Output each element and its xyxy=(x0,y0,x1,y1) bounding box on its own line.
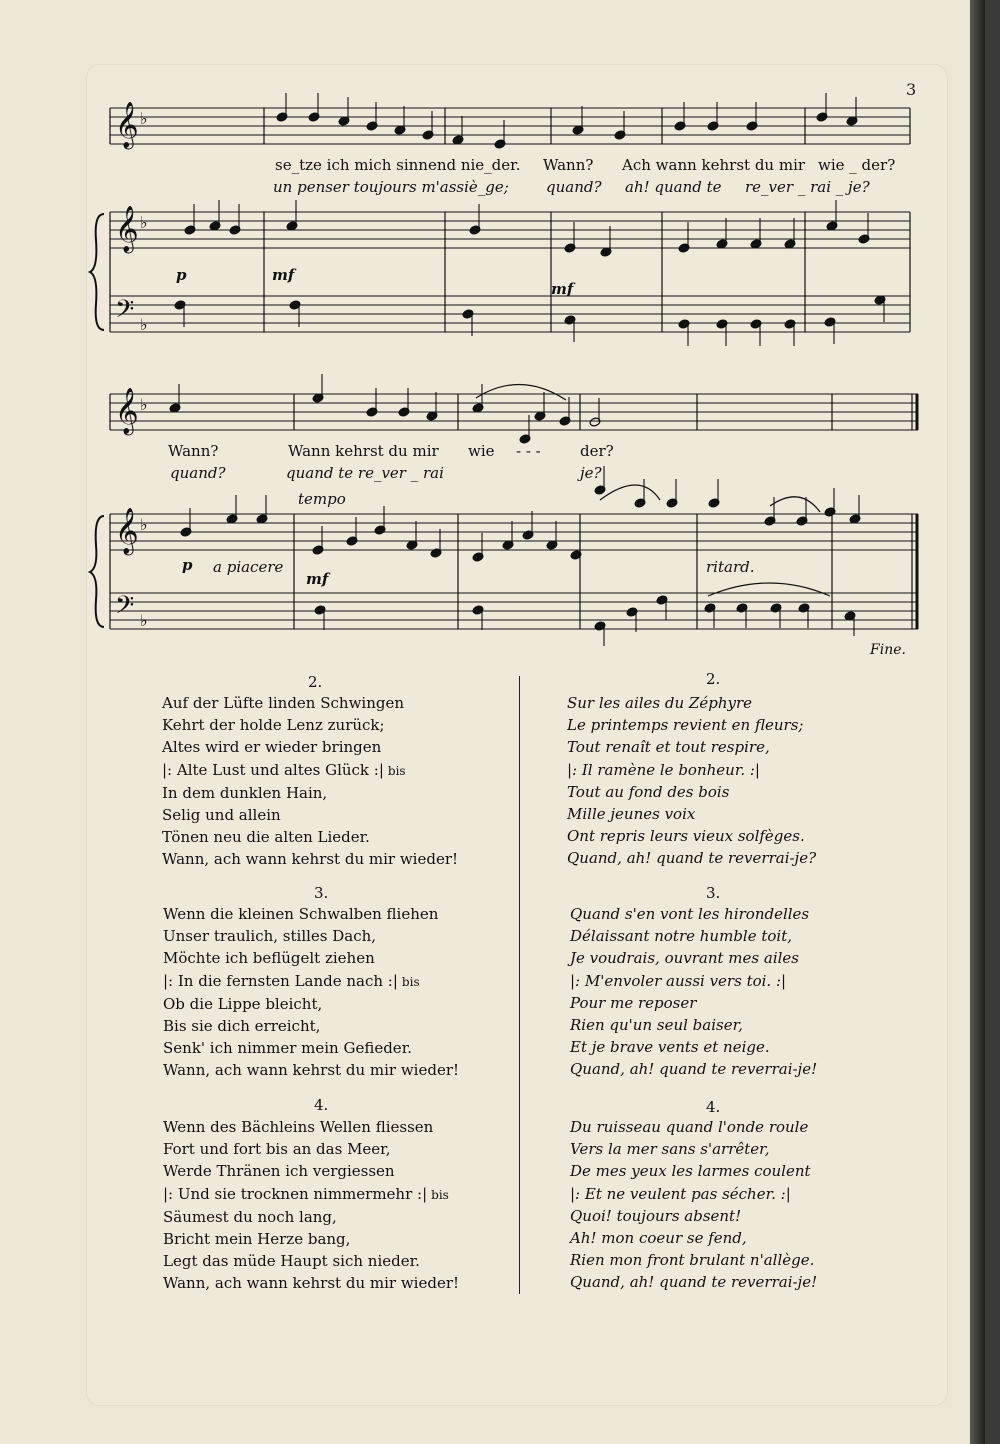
lyric-fr: quand? xyxy=(546,178,602,196)
verse-line-repeat xyxy=(163,970,459,993)
verse-line: Le printemps revient en fleurs; xyxy=(567,716,804,735)
lyric-de: se_tze ich mich sinnend nie_der. xyxy=(275,156,521,174)
verse-number: 3. xyxy=(314,884,329,902)
verse-line: Bis sie dich erreicht, xyxy=(163,1017,321,1036)
lyric-de: Wann kehrst du mir xyxy=(288,442,439,460)
flat-sign: ♭ xyxy=(140,213,148,232)
tempo-marking: tempo xyxy=(298,490,346,508)
bis-mark: bis xyxy=(387,763,406,778)
treble-clef: 𝄞 xyxy=(115,508,139,554)
verse-line: Mille jeunes voix xyxy=(567,805,696,824)
verse-line-repeat xyxy=(163,1183,459,1206)
lyric-de: Ach wann kehrst du mir xyxy=(622,156,806,174)
slur xyxy=(600,485,660,500)
verse-number: 2. xyxy=(706,670,721,688)
verse-line: |: Il ramène le bonheur. :| xyxy=(567,760,760,779)
music-notation xyxy=(0,0,985,660)
bis-mark: bis xyxy=(401,974,420,989)
lyric-de: Wann? xyxy=(168,442,219,460)
slur xyxy=(770,497,820,512)
lyric-fr: un penser toujours m'assiè_ge; xyxy=(273,178,509,196)
slur xyxy=(476,384,566,400)
dynamic-mark: mf xyxy=(272,266,295,284)
verse-line: Tout renaît et tout respire, xyxy=(567,738,770,757)
bis-mark: bis xyxy=(431,1187,449,1202)
verse-line: Wann, ach wann kehrst du mir wieder! xyxy=(162,850,459,869)
verse-line: Sur les ailes du Zéphyre xyxy=(567,694,753,712)
fine-marking: Fine. xyxy=(870,642,906,658)
column-divider xyxy=(519,676,520,1294)
treble-clef: 𝄞 xyxy=(115,102,139,148)
verse-line: Ah! mon coeur se fend, xyxy=(570,1229,747,1248)
verse-de-2 xyxy=(162,692,458,871)
verse-line: Wann, ach wann kehrst du mir wieder! xyxy=(163,1061,460,1080)
piano-brace xyxy=(90,516,104,627)
ritard-marking: ritard. xyxy=(706,558,755,576)
lyric-fr: quand te re_ver _ rai xyxy=(286,464,444,482)
verse-line: Vers la mer sans s'arrêter, xyxy=(570,1140,770,1159)
dynamic-mark: p xyxy=(182,556,193,574)
verse-de-4 xyxy=(163,1116,459,1295)
verse-line: Wenn die kleinen Schwalben fliehen xyxy=(163,905,439,923)
verse-line: Fort und fort bis an das Meer, xyxy=(163,1140,391,1159)
lyric-fr: je? xyxy=(580,464,602,482)
flat-sign: ♭ xyxy=(140,515,148,534)
verse-line: Quand, ah! quand te reverrai-je! xyxy=(570,1060,818,1079)
dynamic-mark: mf xyxy=(306,570,329,588)
verse-line: Du ruisseau quand l'onde roule xyxy=(570,1118,809,1136)
lyric-de: wie _ der? xyxy=(818,156,896,174)
verse-line: Werde Thränen ich vergiessen xyxy=(163,1162,395,1181)
lyric-de: Wann? xyxy=(543,156,594,174)
verse-fr-2 xyxy=(567,692,816,870)
verse-line: De mes yeux les larmes coulent xyxy=(570,1162,811,1181)
verse-line: Auf der Lüfte linden Schwingen xyxy=(162,694,405,712)
dynamic-mark: mf xyxy=(551,280,574,298)
verse-line: In dem dunklen Hain, xyxy=(162,783,328,802)
verse-line: Altes wird er wieder bringen xyxy=(162,738,382,757)
flat-sign: ♭ xyxy=(140,611,148,630)
a-piacere-marking: a piacere xyxy=(213,558,284,576)
verse-line: |: Et ne veulent pas sécher. :| xyxy=(570,1184,791,1203)
verse-line: Legt das müde Haupt sich nieder. xyxy=(163,1252,420,1271)
verse-line: Rien mon front brulant n'allège. xyxy=(570,1251,815,1270)
verse-line: Et je brave vents et neige. xyxy=(570,1038,770,1057)
lyric-fr: quand? xyxy=(170,464,226,482)
slur xyxy=(708,583,830,596)
verse-line: |: M'envoler aussi vers toi. :| xyxy=(570,971,787,990)
verse-line: Möchte ich beflügelt ziehen xyxy=(163,949,375,968)
verse-line: Bricht mein Herze bang, xyxy=(163,1230,351,1249)
lyric-de: wie xyxy=(468,442,495,460)
flat-sign: ♭ xyxy=(140,109,148,128)
verse-line: Pour me reposer xyxy=(570,993,697,1012)
verse-number: 3. xyxy=(706,884,721,902)
verse-de-3 xyxy=(163,903,459,1082)
lyric-fr: ah! quand te xyxy=(625,178,722,196)
verse-line: Ob die Lippe bleicht, xyxy=(163,994,323,1013)
verse-line: Je voudrais, ouvrant mes ailes xyxy=(570,949,799,968)
verse-fr-4 xyxy=(570,1116,817,1294)
bass-clef: 𝄢 xyxy=(115,295,135,330)
verse-line: Selig und allein xyxy=(162,806,281,825)
lyric-de: der? xyxy=(580,442,614,460)
verse-number: 4. xyxy=(314,1096,329,1114)
lyric-de: - - - xyxy=(516,442,541,460)
lyric-fr: re_ver _ rai _ je? xyxy=(745,178,870,196)
verse-line-repeat xyxy=(162,759,458,782)
verse-line: Kehrt der holde Lenz zurück; xyxy=(162,716,385,735)
verse-line: Ont repris leurs vieux solfèges. xyxy=(567,827,805,846)
verse-line: Senk' ich nimmer mein Gefieder. xyxy=(163,1039,412,1058)
verse-line: Unser traulich, stilles Dach, xyxy=(163,927,377,946)
bass-clef: 𝄢 xyxy=(115,591,135,626)
verse-line: Tönen neu die alten Lieder. xyxy=(162,828,370,847)
treble-clef: 𝄞 xyxy=(115,388,139,434)
flat-sign: ♭ xyxy=(140,395,148,414)
flat-sign: ♭ xyxy=(140,315,148,334)
verse-line: Quand s'en vont les hirondelles xyxy=(570,905,810,923)
verse-number: 4. xyxy=(706,1098,721,1116)
verse-line: Quand, ah! quand te reverrai-je! xyxy=(570,1273,818,1292)
verse-line: Tout au fond des bois xyxy=(567,782,730,801)
verse-line: Rien qu'un seul baiser, xyxy=(570,1016,743,1035)
treble-clef: 𝄞 xyxy=(115,206,139,252)
dynamic-mark: p xyxy=(176,266,187,284)
piano-brace xyxy=(90,214,104,330)
verse-line: Quand, ah! quand te reverrai-je? xyxy=(567,849,817,868)
verse-line: Délaissant notre humble toit, xyxy=(570,927,793,946)
verse-line: Wann, ach wann kehrst du mir wieder! xyxy=(163,1274,460,1293)
verse-line: Säumest du noch lang, xyxy=(163,1207,337,1226)
verse-line: Quoi! toujours absent! xyxy=(570,1206,742,1225)
verse-line: Wenn des Bächleins Wellen fliessen xyxy=(163,1118,434,1136)
verse-line-text: |: In die fernsten Lande nach :| xyxy=(163,971,398,990)
verse-fr-3 xyxy=(570,903,817,1081)
verse-line-text: |: Und sie trocknen nimmermehr :| xyxy=(163,1184,428,1203)
verse-number: 2. xyxy=(308,673,323,691)
verse-line-text: |: Alte Lust und altes Glück :| xyxy=(162,760,384,779)
page-number: 3 xyxy=(906,80,917,99)
